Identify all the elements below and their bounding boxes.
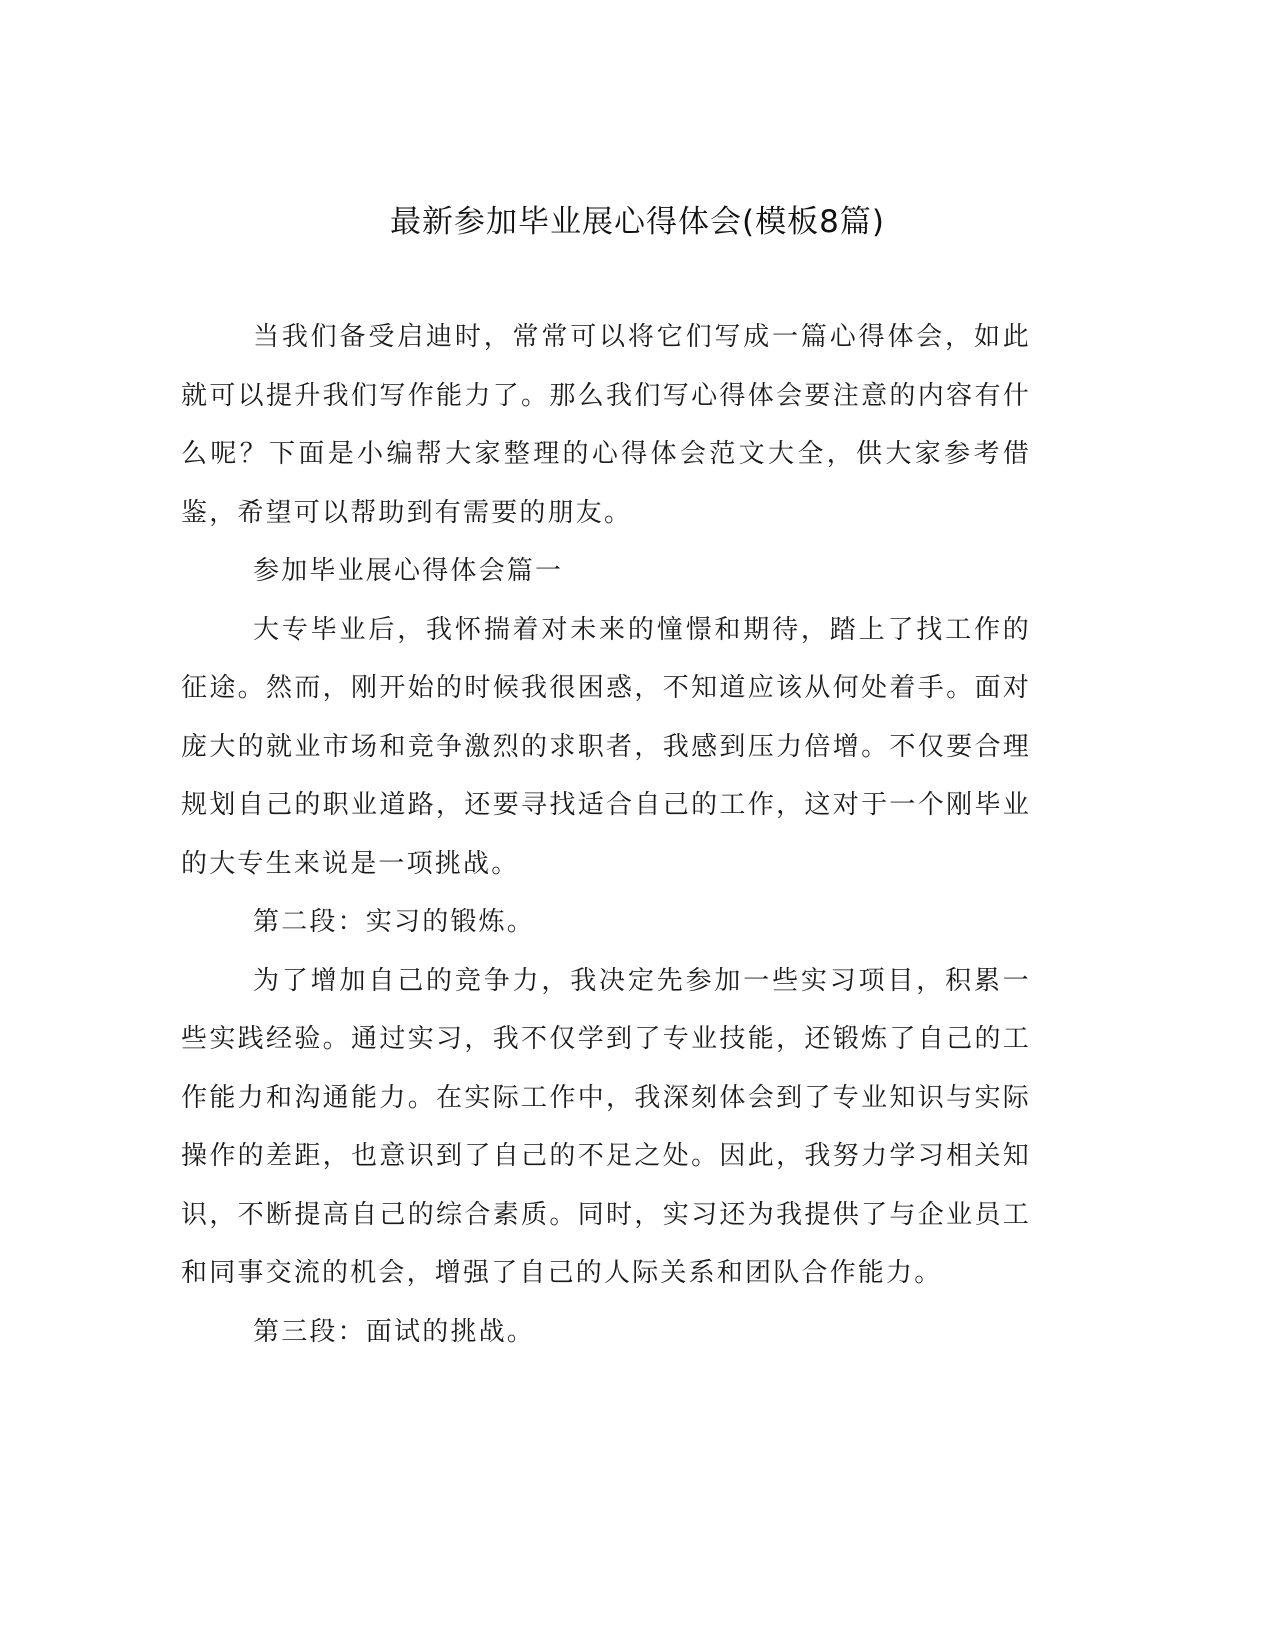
intro-paragraph: 当我们备受启迪时，常常可以将它们写成一篇心得体会，如此就可以提升我们写作能力了。那么我们写心得体会要注意的内容有什么呢？下面是小编帮大家整理的心得体会范文大全，供大家参考借鉴，希望可以帮助到有需要的朋友。	[181, 322, 1031, 528]
document-body	[181, 308, 1031, 1361]
body-paragraph: 为了增加自己的竞争力，我决定先参加一些实习项目，积累一些实践经验。通过实习，我不仅学到了专业技能，还锻炼了自己的工作能力和沟通能力。在实际工作中，我深刻体会到了专业知识与实际操作的差距，也意识到了自己的不足之处。因此，我努力学习相关知识，不断提高自己的综合素质。同时，实习还为我提供了与企业员工和同事交流的机会，增强了自己的人际关系和团队合作能力。	[181, 965, 1031, 1288]
section-heading-paragraph-three: 第三段：面试的挑战。	[253, 1316, 536, 1347]
body-paragraph: 大专毕业后，我怀揣着对未来的憧憬和期待，踏上了找工作的征途。然而，刚开始的时候我很困惑，不知道应该从何处着手。面对庞大的就业市场和竞争激烈的求职者，我感到压力倍增。不仅要合理规划自己的职业道路，还要寻找适合自己的工作，这对于一个刚毕业的大专生来说是一项挑战。	[181, 614, 1031, 879]
document-title: 最新参加毕业展心得体会(模板8篇)	[390, 204, 885, 240]
section-heading-paragraph-two: 第二段：实习的锻炼。	[253, 907, 536, 937]
section-heading-part-one: 参加毕业展心得体会篇一	[253, 556, 564, 586]
